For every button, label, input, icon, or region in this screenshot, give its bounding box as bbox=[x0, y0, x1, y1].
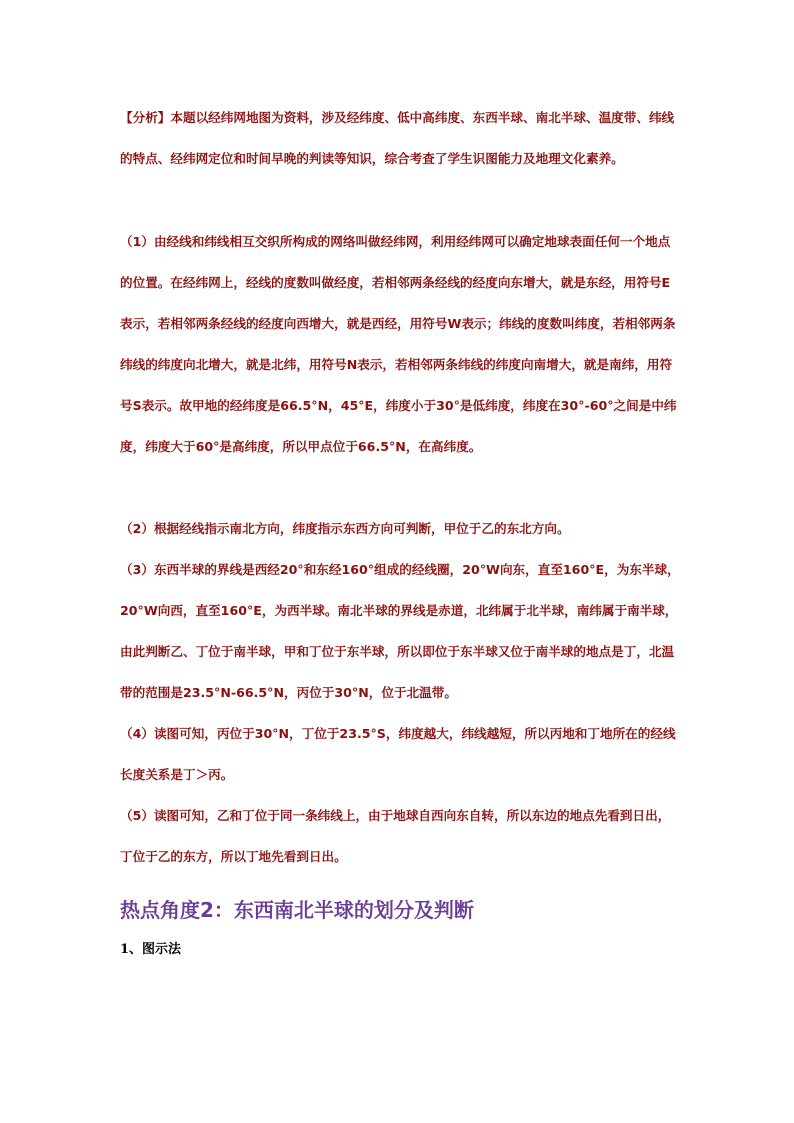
answer-paragraph-2: （2）根据经线指示南北方向，纬度指示东西方向可判断，甲位于乙的东北方向。 bbox=[120, 521, 570, 536]
answer-paragraph-4: （4）读图可知，丙位于30°N，丁位于23.5°S，纬度越大，纬线越短，所以丙地和丁地所在的经线长度关系是丁＞丙。 bbox=[120, 726, 676, 782]
sub-heading: 1、图示法 bbox=[120, 942, 182, 957]
answer-paragraph-5: （5）读图可知，乙和丁位于同一条纬线上，由于地球自西向东自转，所以东边的地点先看到日出，丁位于乙的东方，所以丁地先看到日出。 bbox=[120, 808, 671, 864]
answer-paragraph-3: （3）东西半球的界线是西经20°和东经160°组成的经线圈，20°W向东，直至160°E，为东半球，20°W向西，直至160°E，为西半球。南北半球的界线是赤道，北纬属于北半球，南纬属于南半球，由此判断乙、丁位于南半球，甲和丁位于东半球，所以即位于东半球又位于南半球的地点是丁，北温带的范围是23.5°N-66.5°N，丙位于30°N，位于北温带。 bbox=[120, 562, 680, 700]
section-heading: 热点角度2：东西南北半球的划分及判断 bbox=[120, 898, 474, 922]
answer-paragraph-1: （1）由经线和纬线相互交织所构成的网络叫做经纬网，利用经纬网可以确定地球表面任何一个地点的位置。在经纬网上，经线的度数叫做经度，若相邻两条经线的经度向东增大，就是东经，用符号E表示，若相邻两条经线的经度向西增大，就是西经，用符号W表示；纬线的度数叫纬度，若相邻两条纬线的纬度向北增大，就是北纬，用符号N表示，若相邻两条纬线的纬度向南增大，就是南纬，用符号S表示。故甲地的经纬度是66.5°N，45°E，纬度小于30°是低纬度，纬度在30°-60°之间是中纬度，纬度大于60°是高纬度，所以甲点位于66.5°N，在高纬度。 bbox=[120, 234, 677, 454]
analysis-paragraph: 【分析】本题以经纬网地图为资料，涉及经纬度、低中高纬度、东西半球、南北半球、温度带、纬线的特点、经纬网定位和时间早晚的判读等知识，综合考查了学生识图能力及地理文化素养。 bbox=[120, 110, 675, 166]
